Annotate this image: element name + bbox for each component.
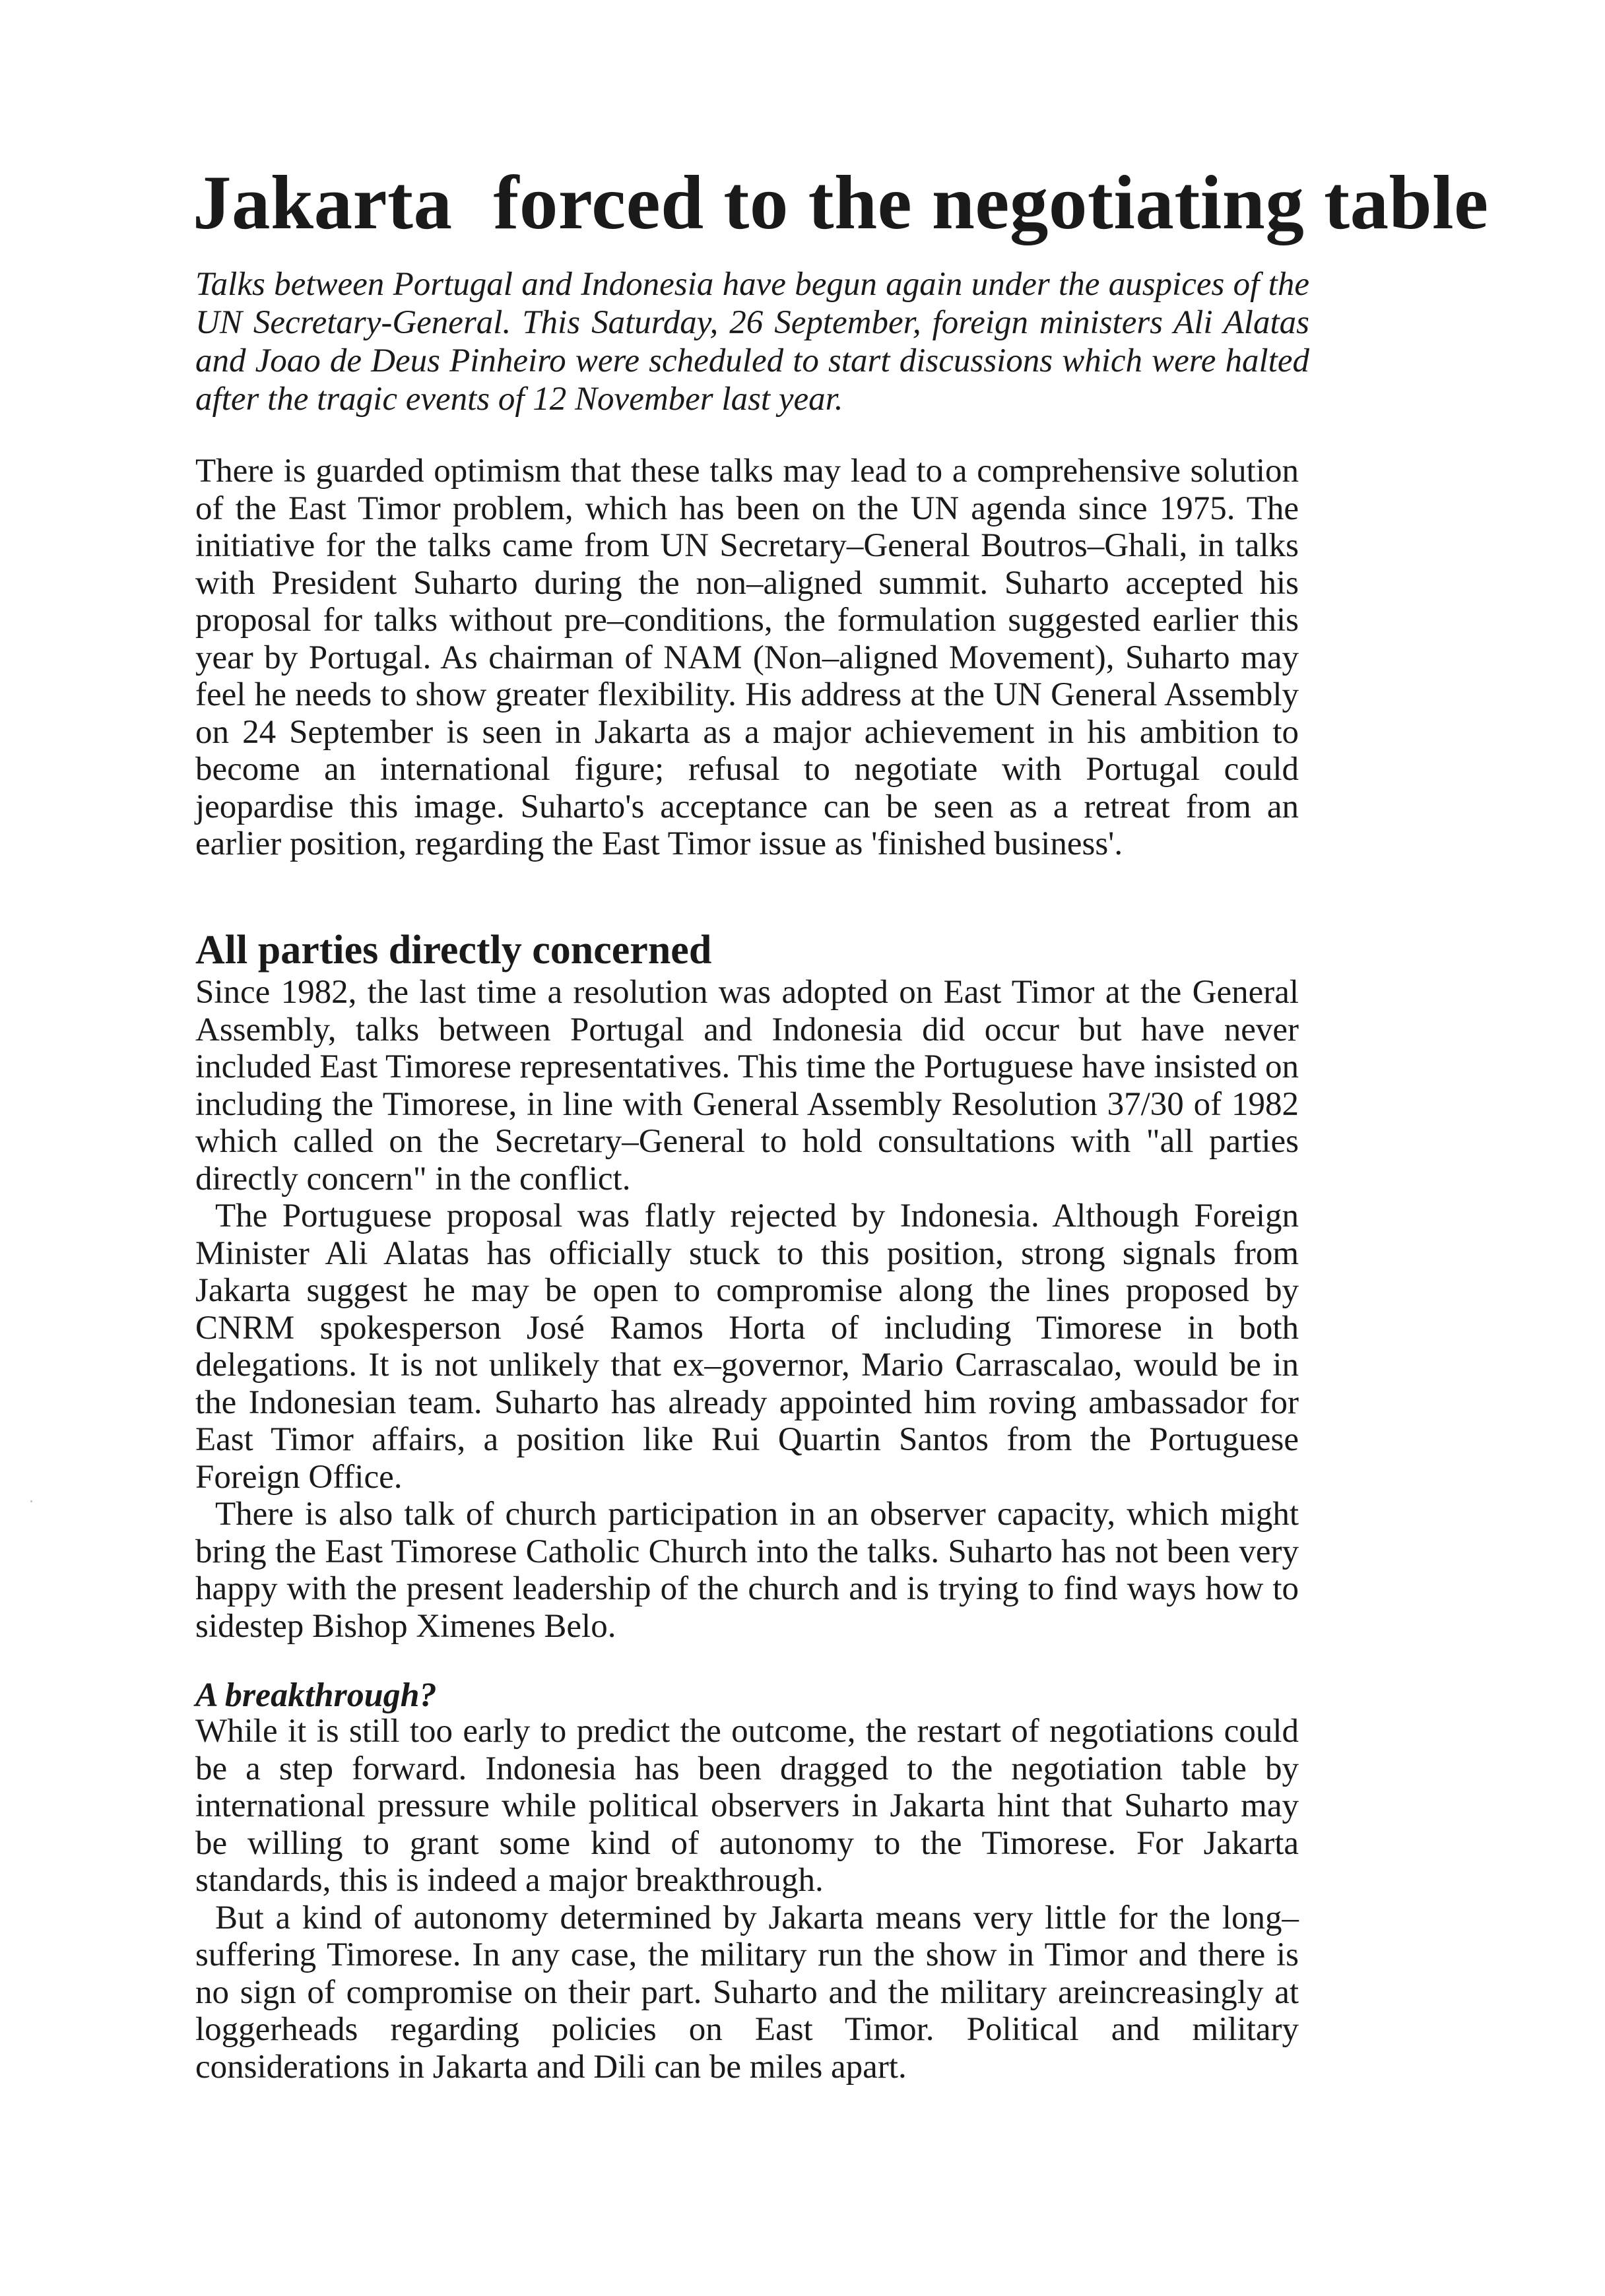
section-all-parties-body — [195, 974, 1299, 1645]
scan-speck — [30, 1500, 32, 1502]
section-breakthrough-body — [195, 1713, 1299, 2086]
section-heading-all-parties: All parties directly concerned — [195, 928, 712, 973]
body-paragraph: The Portuguese proposal was flatly rejected by Indonesia. Although Foreign Minister Ali Alatas has officially stuck to this position, strong signals from Jakarta suggest he may be open to compromise along the lines proposed by CNRM spokesperson José Ramos Horta of including Timorese in both delegations. It is not unlikely that ex–governor, Mario Carrascalao, would be in the Indonesian team. Suharto has already appointed him roving ambassador for East Timor affairs, a position like Rui Quartin Santos from the Portuguese Foreign Office. — [195, 1197, 1299, 1496]
body-paragraph: While it is still too early to predict the outcome, the restart of negotiations could be a step forward. Indonesia has been dragged to the negotiation table by international pressure while political observers in Jakarta hint that Suharto may be willing to grant some kind of autonomy to the Timorese. For Jakarta standards, this is indeed a major breakthrough. — [195, 1713, 1299, 1899]
intro-section — [195, 453, 1299, 863]
section-heading-breakthrough: A breakthrough? — [195, 1676, 437, 1714]
article-title-part1: Jakarta — [193, 160, 453, 245]
article-title — [193, 157, 1489, 249]
body-paragraph: But a kind of autonomy determined by Jakarta means very little for the long–suffering Timorese. In any case, the military run the show in Timor and there is no sign of compromise on their part. Suharto and the military areincreasingly at loggerheads regarding policies on East Timor. Political and military considerations in Jakarta and Dili can be miles apart. — [195, 1899, 1299, 2086]
body-paragraph: Since 1982, the last time a resolution was adopted on East Timor at the General Assembly, talks between Portugal and Indonesia did occur but have never included East Timorese representatives. This time the Portuguese have insisted on including the Timorese, in line with General Assembly Resolution 37/30 of 1982 which called on the Secretary–General to hold consultations with "all parties directly concern" in the conflict. — [195, 974, 1299, 1197]
article-lead: Talks between Portugal and Indonesia have begun again under the auspices of the UN Secretary-General. This Saturday, 26 September, foreign ministers Ali Alatas and Joao de Deus Pinheiro were scheduled to start discussions which were halted after the tragic events of 12 November last year. — [195, 266, 1309, 418]
intro-paragraph: There is guarded optimism that these talks may lead to a comprehensive solution of the East Timor problem, which has been on the UN agenda since 1975. The initiative for the talks came from UN Secretary–General Boutros–Ghali, in talks with President Suharto during the non–aligned summit. Suharto accepted his proposal for talks without pre–conditions, the formulation suggested earlier this year by Portugal. As chairman of NAM (Non–aligned Movement), Suharto may feel he needs to show greater flexibility. His address at the UN General Assembly on 24 September is seen in Jakarta as a major achievement in his ambition to become an international figure; refusal to negotiate with Portugal could jeopardise this image. Suharto's acceptance can be seen as a retreat from an earlier position, regarding the East Timor issue as 'finished business'. — [195, 453, 1299, 862]
article-title-part2: forced to the negotiating table — [493, 160, 1489, 245]
body-paragraph: There is also talk of church participation in an observer capacity, which might bring the East Timorese Catholic Church into the talks. Suharto has not been very happy with the present leadership of the church and is trying to find ways how to sidestep Bishop Ximenes Belo. — [195, 1496, 1299, 1645]
